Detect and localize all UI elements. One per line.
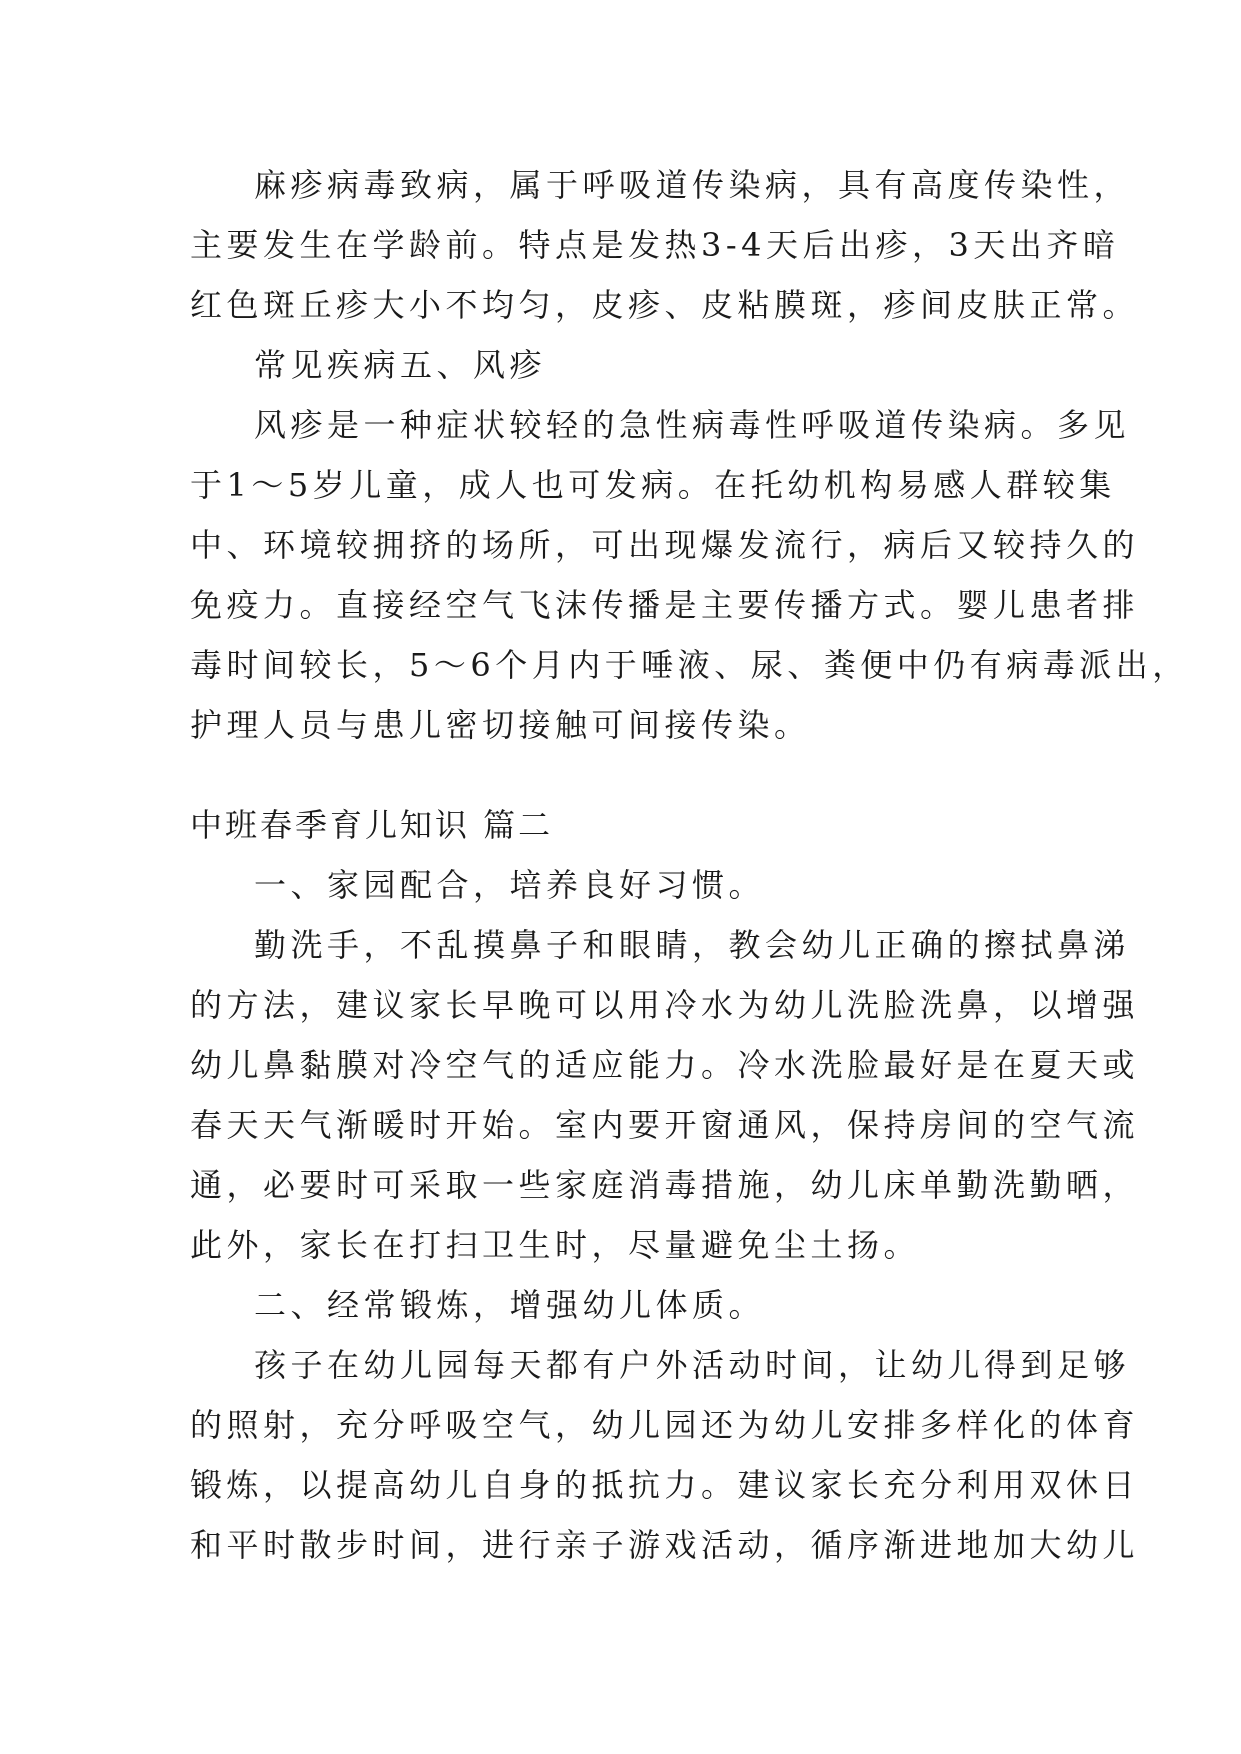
text-line: 通，必要时可采取一些家庭消毒措施，幼儿床单勤洗勤晒， — [190, 1166, 1140, 1204]
text-line: 春天天气渐暖时开始。室内要开窗通风，保持房间的空气流 — [190, 1106, 1140, 1144]
text-line: 和平时散步时间，进行亲子游戏活动，循序渐进地加大幼儿 — [190, 1526, 1140, 1564]
text-line: 此外，家长在打扫卫生时，尽量避免尘土扬。 — [190, 1226, 921, 1264]
text-line: 麻疹病毒致病，属于呼吸道传染病，具有高度传染性， — [254, 166, 1131, 204]
text-line: 中、环境较拥挤的场所，可出现爆发流行，病后又较持久的 — [190, 526, 1140, 564]
text-line: 幼儿鼻黏膜对冷空气的适应能力。冷水洗脸最好是在夏天或 — [190, 1046, 1140, 1084]
section-heading: 二、经常锻炼，增强幼儿体质。 — [254, 1286, 766, 1324]
text-line: 毒时间较长，5～6个月内于唾液、尿、粪便中仍有病毒派出， — [190, 646, 1189, 684]
text-line: 勤洗手，不乱摸鼻子和眼睛，教会幼儿正确的擦拭鼻涕 — [254, 926, 1131, 964]
text-line: 免疫力。直接经空气飞沫传播是主要传播方式。婴儿患者排 — [190, 586, 1140, 624]
text-line: 孩子在幼儿园每天都有户外活动时间，让幼儿得到足够 — [254, 1346, 1131, 1384]
part-title: 中班春季育儿知识 篇二 — [190, 806, 554, 844]
text-line: 红色斑丘疹大小不均匀，皮疹、皮粘膜斑，疹间皮肤正常。 — [190, 286, 1140, 324]
text-line: 风疹是一种症状较轻的急性病毒性呼吸道传染病。多见 — [254, 406, 1131, 444]
text-line: 的照射，充分呼吸空气，幼儿园还为幼儿安排多样化的体育 — [190, 1406, 1140, 1444]
text-line: 于1～5岁儿童，成人也可发病。在托幼机构易感人群较集 — [190, 466, 1116, 504]
section-heading: 一、家园配合，培养良好习惯。 — [254, 866, 766, 904]
text-line: 护理人员与患儿密切接触可间接传染。 — [190, 706, 811, 744]
section-heading: 常见疾病五、风疹 — [254, 346, 547, 384]
text-line: 主要发生在学龄前。特点是发热3-4天后出疹，3天出齐暗 — [190, 226, 1120, 264]
text-line: 的方法，建议家长早晚可以用冷水为幼儿洗脸洗鼻，以增强 — [190, 986, 1140, 1024]
text-line: 锻炼，以提高幼儿自身的抵抗力。建议家长充分利用双休日 — [190, 1466, 1140, 1504]
